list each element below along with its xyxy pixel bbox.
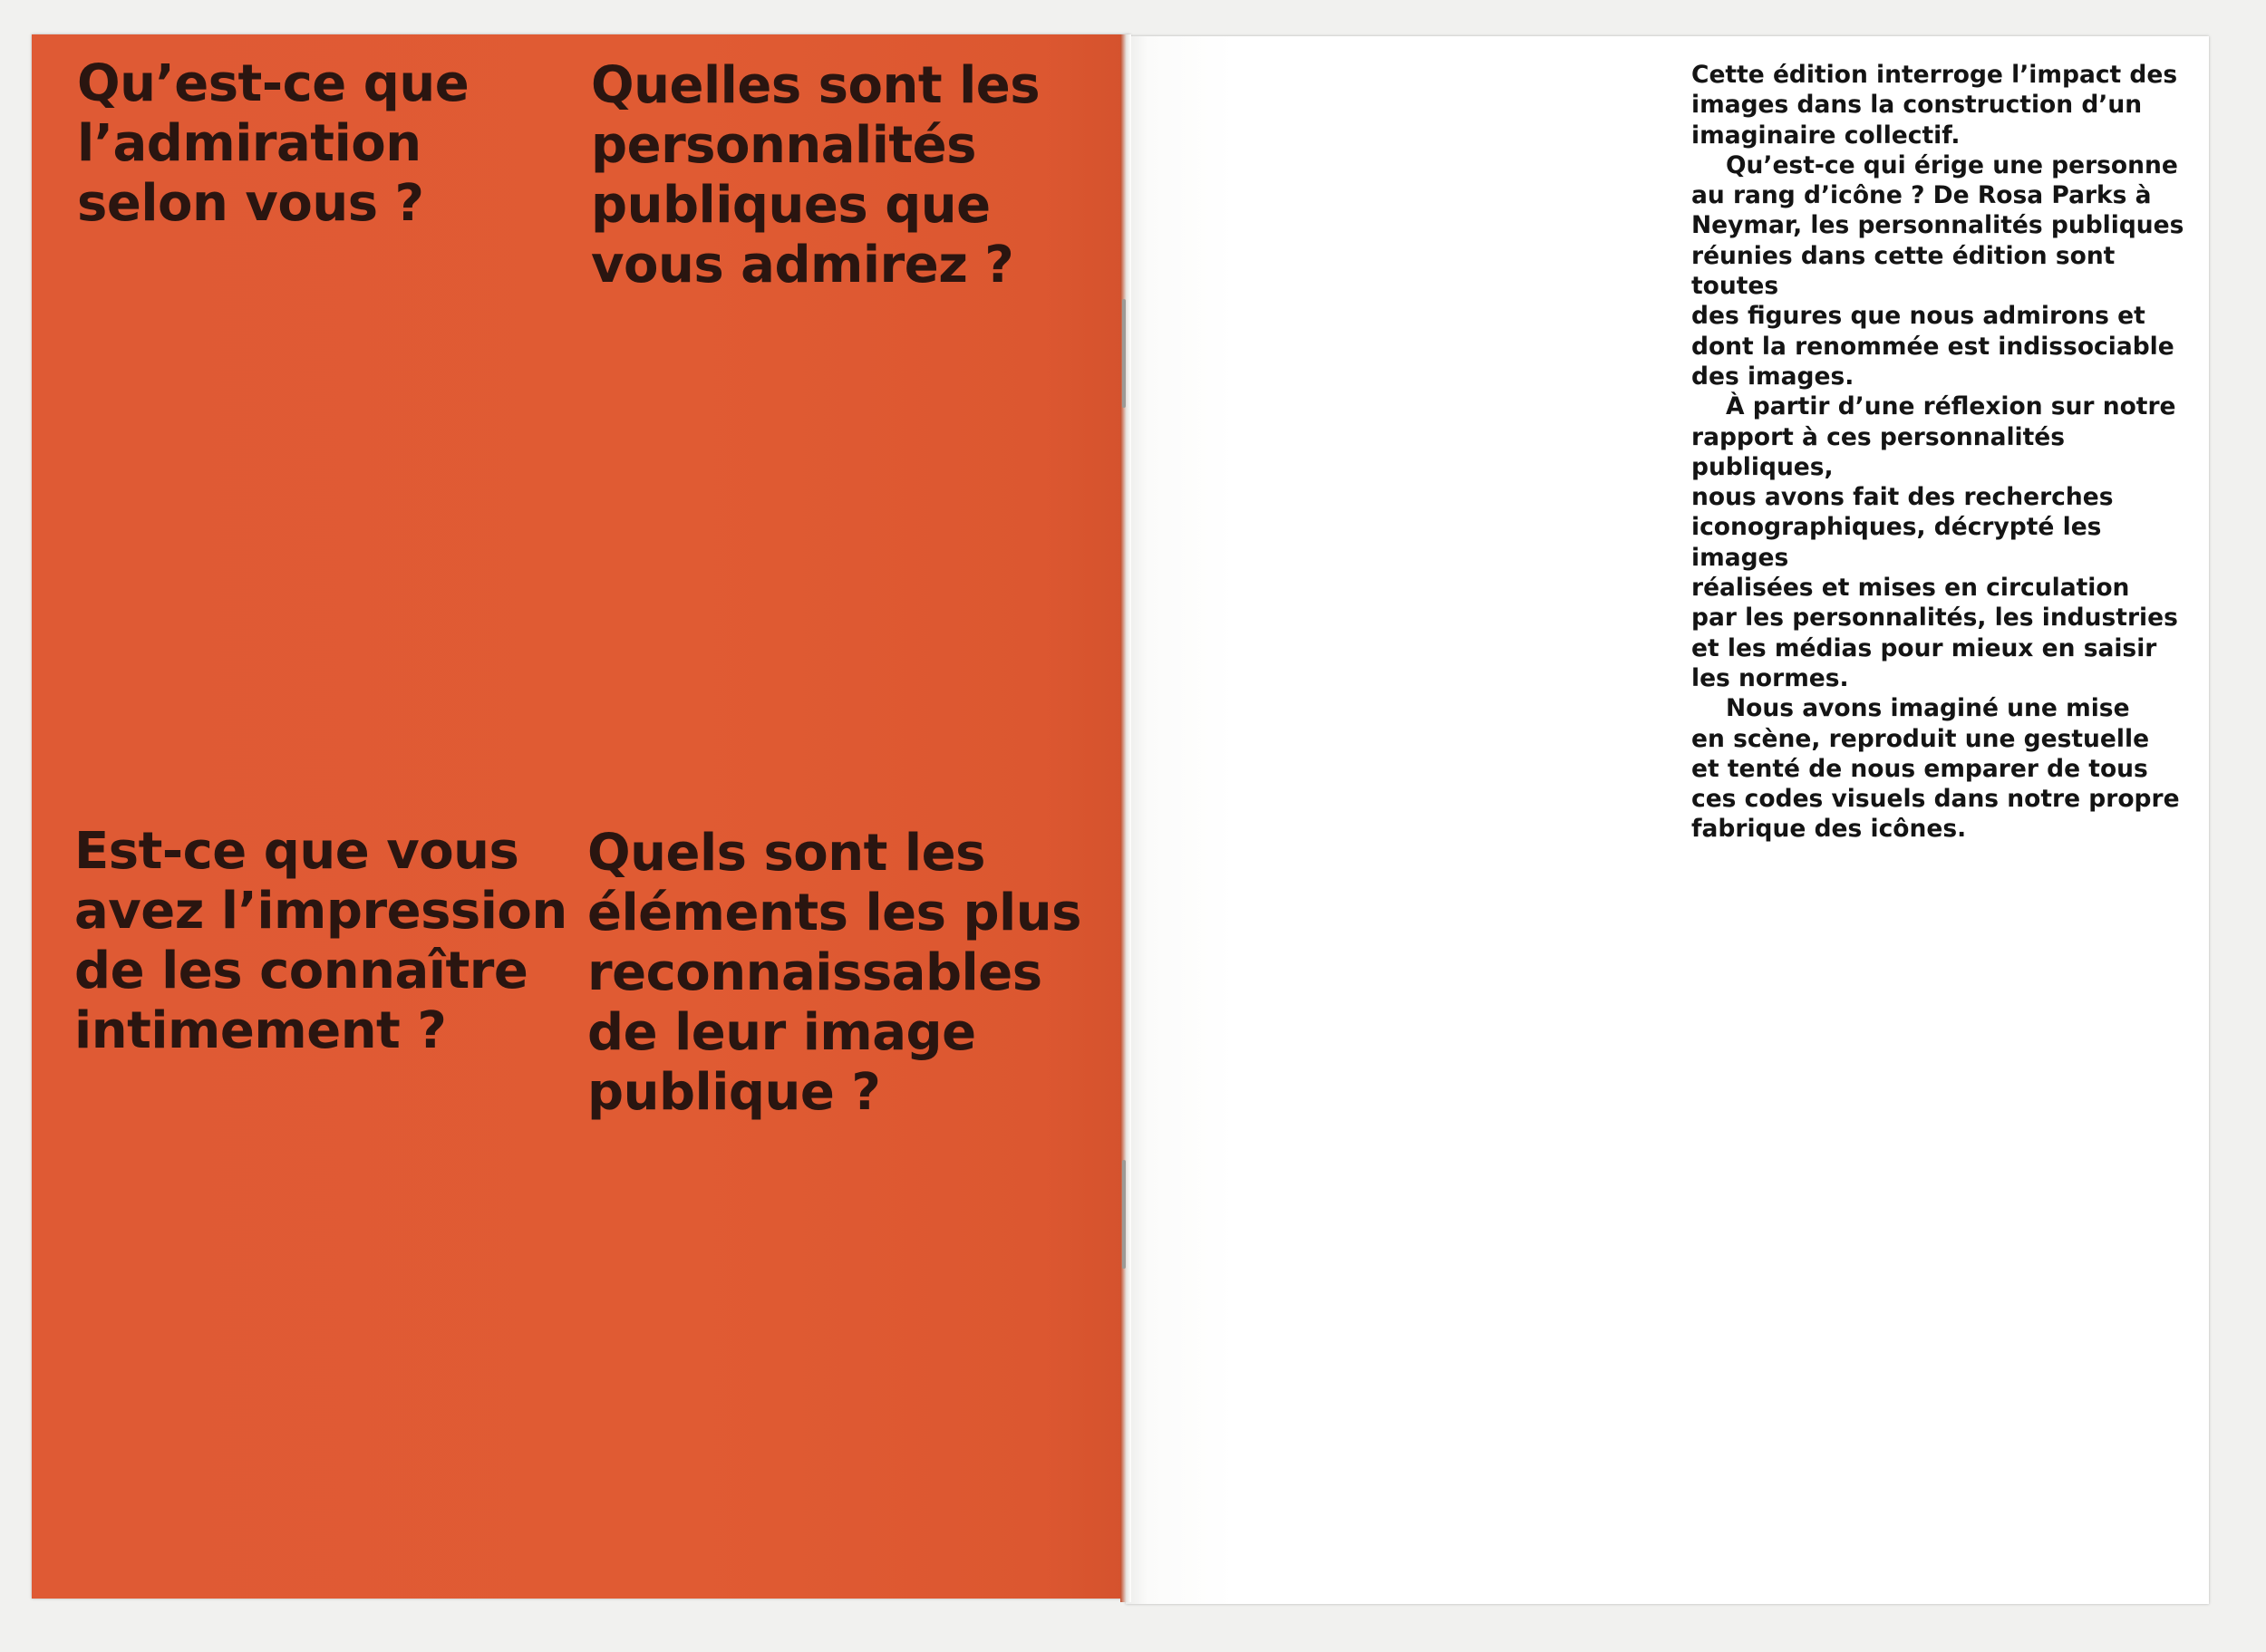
question-admired-personalities: Quelles sont les personnalités publiques que vous admirez ? (591, 56, 1041, 295)
intro-paragraph: Nous avons imaginé une mise en scène, reproduit une gestuelle et tenté de nous emparer de tous ces codes visuels dans notre propre fabrique des icônes. (1691, 694, 2180, 844)
booklet-spine (1120, 34, 1131, 1602)
question-recognizable-elements: Quels sont les éléments les plus reconnaissables de leur image publique ? (587, 824, 1081, 1122)
intro-paragraph: Cette édition interroge l’impact des images dans la construction d’un imaginaire collectif. (1691, 61, 2178, 150)
intro-paragraph: À partir d’une réflexion sur notre rapport à ces personnalités publiques, nous avons fait des recherches iconographiques, décrypté les images réalisées et mises en circulation par les personnalités, les industries et les médias pour mieux en saisir les normes. (1691, 392, 2178, 692)
intro-text-block (1691, 60, 2199, 845)
intro-paragraph: Qu’est-ce qui érige une personne au rang d’icône ? De Rosa Parks à Neymar, les personnalités publiques réunies dans cette édition sont toutes des figures que nous admirons et dont la renommée est indissociable des images. (1691, 150, 2184, 391)
question-admiration: Qu’est-ce que l’admiration selon vous ? (77, 54, 470, 233)
staple (1122, 299, 1126, 408)
staple (1122, 1160, 1126, 1269)
question-intimate-knowledge: Est-ce que vous avez l’impression de les connaître intimement ? (74, 822, 567, 1060)
